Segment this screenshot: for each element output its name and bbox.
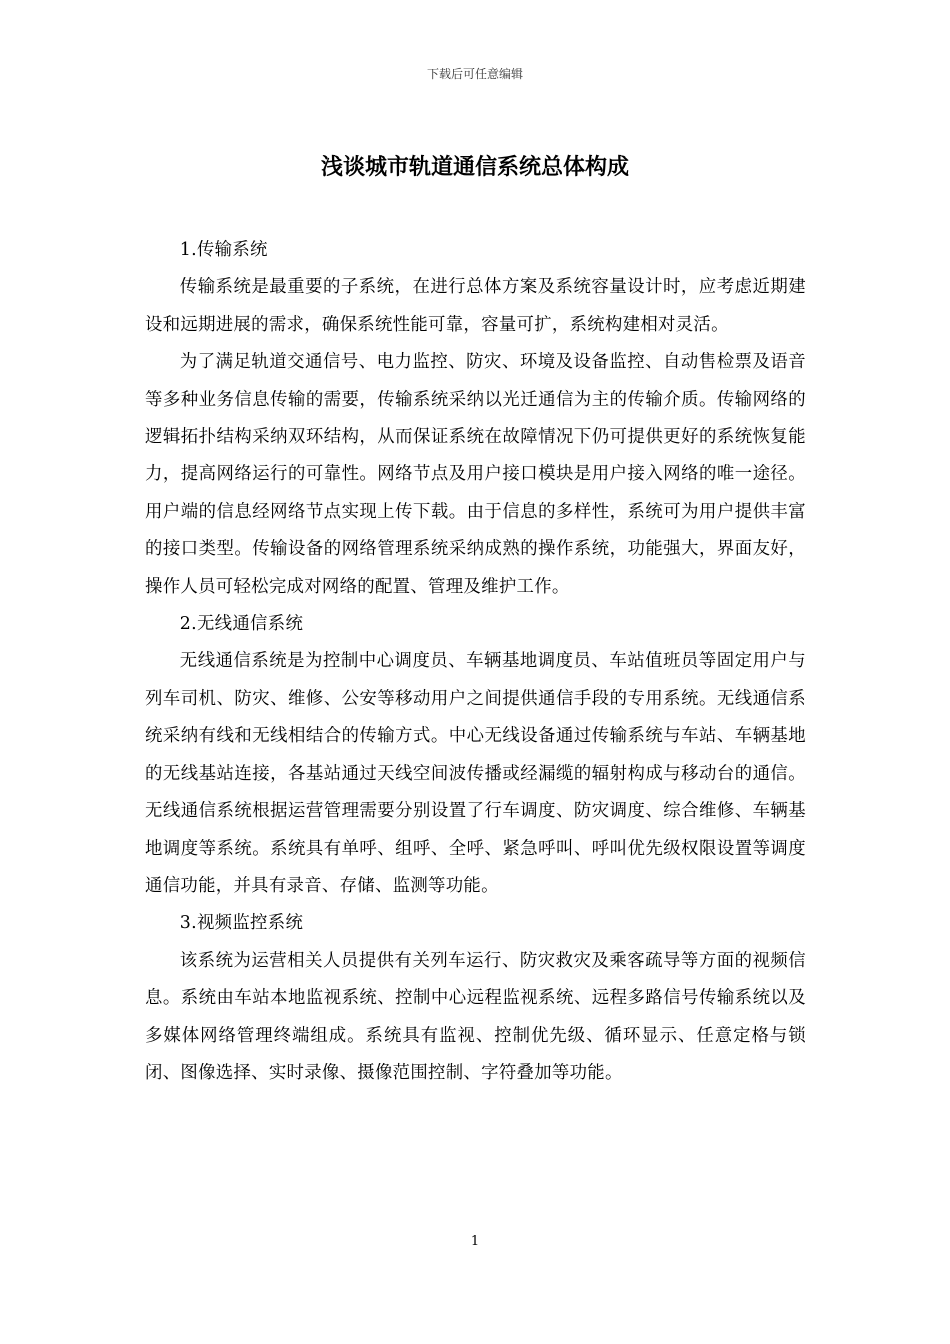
section-heading-transmission: 1.传输系统 [179, 240, 268, 260]
paragraph: 无线通信系统是为控制中心调度员、车辆基地调度员、车站值班员等固定用户与列车司机、防灾、维修、公安等移动用户之间提供通信手段的专用系统。无线通信系统采纳有线和无线相结合的传输方式。中心无线设备通过传输系统与车站、车辆基地的无线基站连接，各基站通过天线空间波传播或经漏缆的辐射构成与移动台的通信。无线通信系统根据运营管理需要分别设置了行车调度、防灾调度、综合维修、车辆基地调度等系统。系统具有单呼、组呼、全呼、紧急呼叫、呼叫优先级权限设置等调度通信功能，并具有录音、存储、监测等功能。 [145, 651, 806, 896]
page-header: 下载后可任意编辑 [426, 67, 523, 81]
document-title: 浅谈城市轨道通信系统总体构成 [320, 155, 629, 180]
section-heading-video-surveillance: 3.视频监控系统 [179, 913, 304, 934]
section-heading-wireless: 2.无线通信系统 [179, 614, 304, 635]
page-number: 1 [470, 1234, 480, 1249]
paragraph: 该系统为运营相关人员提供有关列车运行、防灾救灾及乘客疏导等方面的视频信息。系统由车站本地监视系统、控制中心远程监视系统、远程多路信号传输系统以及多媒体网络管理终端组成。系统具有监视、控制优先级、循环显示、任意定格与锁闭、图像选择、实时录像、摄像范围控制、字符叠加等功能。 [145, 950, 806, 1083]
document-body [145, 232, 806, 1092]
paragraph: 为了满足轨道交通信号、电力监控、防灾、环境及设备监控、自动售检票及语音等多种业务信息传输的需要，传输系统采纳以光迁通信为主的传输介质。传输网络的逻辑拓扑结构采纳双环结构，从而保证系统在故障情况下仍可提供更好的系统恢复能力，提高网络运行的可靠性。网络节点及用户接口模块是用户接入网络的唯一途径。用户端的信息经网络节点实现上传下载。由于信息的多样性，系统可为用户提供丰富的接口类型。传输设备的网络管理系统采纳成熟的操作系统，功能强大，界面友好，操作人员可轻松完成对网络的配置、管理及维护工作。 [145, 352, 806, 597]
paragraph: 传输系统是最重要的子系统，在进行总体方案及系统容量设计时，应考虑近期建设和远期进展的需求，确保系统性能可靠，容量可扩，系统构建相对灵活。 [145, 277, 806, 335]
